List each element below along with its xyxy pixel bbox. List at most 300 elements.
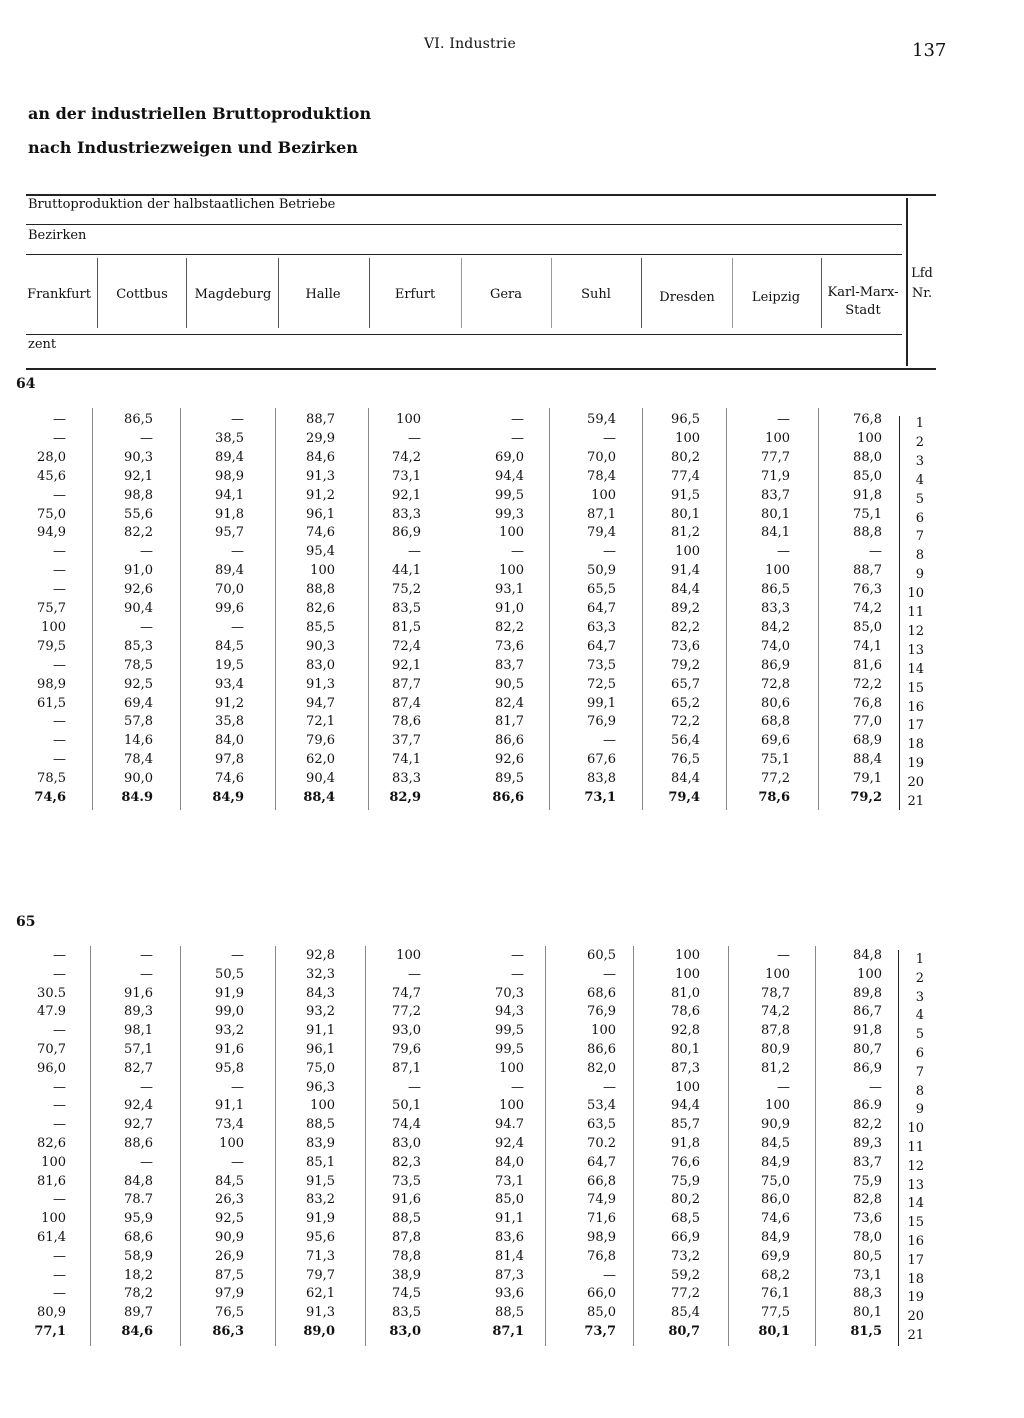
table-cell-gera: 88,5 [495, 1305, 524, 1321]
bezirke-rule [26, 254, 902, 255]
table-cell-karl-marx-stadt: — [869, 544, 882, 560]
table-cell-dresden: 81,0 [671, 985, 700, 1001]
row-number: 10 [907, 586, 924, 602]
table-cell-gera: 86,6 [492, 790, 524, 805]
table-cell-magdeburg: 97,9 [215, 1286, 244, 1302]
table-cell-suhl: 100 [591, 1023, 616, 1039]
table-cell-leipzig: 84,9 [761, 1230, 790, 1245]
table-cell-frankfurt: 77,1 [34, 1324, 66, 1339]
table-cell-cottbus: 78,5 [124, 657, 153, 673]
table-cell-cottbus: — [140, 619, 153, 635]
table-cell-gera: 91,0 [495, 601, 524, 616]
table-cell-frankfurt: — [53, 582, 66, 598]
table-cell-magdeburg: 89,4 [215, 563, 244, 579]
table-cell-dresden: 80,7 [668, 1324, 700, 1339]
table-cell-suhl: 70.2 [587, 1136, 616, 1151]
table-cell-halle: 85,1 [306, 1154, 335, 1170]
table-cell-karl-marx-stadt: 80,1 [853, 1305, 882, 1321]
table-cell-leipzig: 68,8 [761, 714, 790, 730]
row-number: 7 [915, 529, 924, 545]
column-header-lfd-nr: Lfd Nr. [911, 266, 933, 301]
table-cell-gera: 100 [499, 1098, 524, 1114]
col-divider [551, 258, 552, 328]
lfd-column-divider [898, 950, 899, 1346]
table-cell-halle: 91,3 [306, 468, 335, 484]
column-divider [90, 946, 91, 1346]
table-cell-suhl: 66,8 [587, 1173, 616, 1189]
table-cell-suhl: 78,4 [587, 468, 616, 484]
table-cell-dresden: 75,9 [671, 1173, 700, 1189]
table-cell-leipzig: 74,0 [761, 638, 790, 654]
table-cell-frankfurt: 100 [41, 619, 66, 635]
table-cell-halle: 79,7 [306, 1267, 335, 1283]
table-cell-gera: 94,4 [495, 468, 524, 484]
table-cell-leipzig: 100 [765, 563, 790, 579]
table-cell-gera: — [511, 948, 524, 963]
table-cell-gera: 92,4 [495, 1136, 524, 1151]
table-cell-cottbus: 84.9 [121, 790, 153, 805]
col-divider [732, 258, 733, 328]
table-cell-dresden: 89,2 [671, 601, 700, 616]
table-cell-karl-marx-stadt: 74,2 [853, 601, 882, 616]
row-number: 19 [907, 756, 924, 772]
table-cell-leipzig: 81,2 [761, 1060, 790, 1076]
table-cell-gera: 69,0 [495, 449, 524, 465]
table-cell-magdeburg: 35,8 [215, 714, 244, 730]
table-cell-halle: 100 [310, 563, 335, 579]
table-cell-cottbus: — [140, 948, 153, 963]
table-cell-cottbus: 18,2 [124, 1267, 153, 1283]
table-cell-cottbus: 78,2 [124, 1286, 153, 1302]
table-cell-leipzig: 69,6 [761, 733, 790, 749]
table-cell-karl-marx-stadt: 79,1 [853, 771, 882, 787]
table-cell-cottbus: 86,5 [124, 412, 153, 427]
table-cell-dresden: 56,4 [671, 733, 700, 749]
table-cell-cottbus: 95,9 [124, 1211, 153, 1227]
table-cell-magdeburg: — [231, 412, 244, 427]
table-cell-gera: 83,7 [495, 657, 524, 673]
table-cell-frankfurt: 75,7 [37, 601, 66, 616]
row-number: 14 [907, 661, 924, 677]
table-cell-karl-marx-stadt: 80,5 [853, 1248, 882, 1264]
table-cell-gera: — [511, 430, 524, 446]
table-cell-magdeburg: 50,5 [215, 966, 244, 982]
table-cell-cottbus: 90,3 [124, 449, 153, 465]
table-cell-cottbus: 58,9 [124, 1248, 153, 1264]
table-cell-karl-marx-stadt: 86,9 [853, 1060, 882, 1076]
page-number: 137 [912, 40, 947, 61]
table-cell-erfurt: 74,5 [392, 1286, 421, 1302]
table-cell-cottbus: 82,7 [124, 1060, 153, 1076]
table-cell-dresden: 100 [675, 966, 700, 982]
table-cell-halle: 93,2 [306, 1004, 335, 1020]
column-divider [633, 946, 634, 1346]
table-cell-halle: 83,0 [306, 657, 335, 673]
table-cell-leipzig: 84,2 [761, 619, 790, 635]
table-cell-suhl: 73,1 [584, 790, 616, 805]
table-cell-karl-marx-stadt: 81,6 [853, 657, 882, 673]
table-cell-erfurt: — [408, 430, 421, 446]
table-cell-gera: 89,5 [495, 771, 524, 787]
table-cell-leipzig: — [777, 544, 790, 560]
table-cell-cottbus: — [140, 430, 153, 446]
table-cell-leipzig: 68,2 [761, 1267, 790, 1283]
table-cell-karl-marx-stadt: 73,1 [853, 1267, 882, 1283]
table-cell-suhl: 98,9 [587, 1230, 616, 1245]
table-cell-dresden: 72,2 [671, 714, 700, 730]
row-number: 18 [907, 1271, 924, 1287]
table-cell-cottbus: 57,8 [124, 714, 153, 730]
table-cell-karl-marx-stadt: 74,1 [853, 638, 882, 654]
table-cell-erfurt: 87,1 [392, 1060, 421, 1076]
table-cell-karl-marx-stadt: 68,9 [853, 733, 882, 749]
table-cell-leipzig: 83,3 [761, 601, 790, 616]
table-cell-halle: 92,8 [306, 948, 335, 963]
running-title: VI. Industrie [424, 36, 516, 52]
table-cell-karl-marx-stadt: 78,0 [853, 1230, 882, 1245]
table-cell-frankfurt: — [53, 1192, 66, 1208]
table-cell-cottbus: 14,6 [124, 733, 153, 749]
row-number: 8 [915, 548, 924, 564]
heading-line-2: nach Industriezweigen und Bezirken [28, 138, 358, 157]
table-cell-suhl: 72,5 [587, 676, 616, 692]
table-cell-leipzig: 80,6 [761, 695, 790, 711]
table-cell-suhl: 66,0 [587, 1286, 616, 1302]
table-cell-halle: 84,3 [306, 985, 335, 1001]
column-header-erfurt: Erfurt [394, 287, 436, 302]
table-cell-magdeburg: 89,4 [215, 449, 244, 465]
table-cell-dresden: 76,6 [671, 1154, 700, 1170]
table-cell-halle: 91,9 [306, 1211, 335, 1227]
table-cell-erfurt: 74,7 [392, 985, 421, 1001]
table-cell-suhl: 63,3 [587, 619, 616, 635]
table-cell-halle: 88,8 [306, 582, 335, 598]
table-cell-karl-marx-stadt: 89,3 [853, 1136, 882, 1151]
table-cell-erfurt: 83,0 [392, 1136, 421, 1151]
table-cell-halle: 89,0 [303, 1324, 335, 1339]
table-cell-magdeburg: 93,4 [215, 676, 244, 692]
table-cell-magdeburg: 19,5 [215, 657, 244, 673]
table-cell-halle: 83,9 [306, 1136, 335, 1151]
table-cell-suhl: 64,7 [587, 638, 616, 654]
table-cell-erfurt: 87,4 [392, 695, 421, 711]
table-cell-erfurt: 91,6 [392, 1192, 421, 1208]
row-number: 18 [907, 737, 924, 753]
table-cell-gera: 99,3 [495, 506, 524, 522]
table-cell-erfurt: — [408, 966, 421, 982]
table-cell-karl-marx-stadt: 88,4 [853, 752, 882, 768]
table-cell-cottbus: — [140, 1079, 153, 1095]
col-divider [97, 258, 98, 328]
table-cell-leipzig: 80,9 [761, 1042, 790, 1057]
table-cell-gera: 81,7 [495, 714, 524, 730]
table-cell-magdeburg: — [231, 948, 244, 963]
table-cell-suhl: 76,9 [587, 714, 616, 730]
table-cell-leipzig: 100 [765, 1098, 790, 1114]
table-cell-karl-marx-stadt: 81,5 [850, 1324, 882, 1339]
table-cell-gera: 73,6 [495, 638, 524, 654]
table-cell-dresden: 79,2 [671, 657, 700, 673]
row-number: 1 [915, 952, 924, 967]
col-divider [641, 258, 642, 328]
table-cell-suhl: 60,5 [587, 948, 616, 963]
column-divider [549, 408, 550, 810]
table-cell-erfurt: 37,7 [392, 733, 421, 749]
table-cell-erfurt: 75,2 [392, 582, 421, 598]
table-cell-magdeburg: 70,0 [215, 582, 244, 598]
table-cell-halle: 95,6 [306, 1230, 335, 1245]
table-cell-suhl: 70,0 [587, 449, 616, 465]
table-cell-cottbus: 98,1 [124, 1023, 153, 1039]
table-cell-cottbus: 98,8 [124, 487, 153, 503]
row-number: 20 [907, 775, 924, 791]
table-cell-frankfurt: — [53, 752, 66, 768]
table-cell-dresden: 100 [675, 544, 700, 560]
table-cell-halle: 71,3 [306, 1248, 335, 1264]
row-number: 17 [907, 718, 924, 734]
table-cell-magdeburg: 84,0 [215, 733, 244, 749]
table-cell-gera: 99,5 [495, 1042, 524, 1057]
table-cell-erfurt: 79,6 [392, 1042, 421, 1057]
row-number: 6 [915, 510, 924, 526]
table-top-rule [26, 194, 936, 196]
table-cell-erfurt: 82,9 [389, 790, 421, 805]
table-cell-cottbus: — [140, 1154, 153, 1170]
row-number: 16 [907, 1234, 924, 1249]
header-bottom-rule [26, 368, 936, 370]
table-cell-karl-marx-stadt: 85,0 [853, 468, 882, 484]
column-header-halle: Halle [305, 287, 341, 302]
table-cell-suhl: 64,7 [587, 1154, 616, 1170]
table-cell-gera: 86,6 [495, 733, 524, 749]
table-cell-dresden: 76,5 [671, 752, 700, 768]
table-cell-suhl: 59,4 [587, 412, 616, 427]
table-cell-erfurt: 83,0 [389, 1324, 421, 1339]
table-cell-suhl: 50,9 [587, 563, 616, 579]
table-cell-dresden: 94,4 [671, 1098, 700, 1114]
table-cell-suhl: 53,4 [587, 1098, 616, 1114]
table-cell-cottbus: 78.7 [124, 1192, 153, 1208]
table-cell-frankfurt: 75,0 [37, 506, 66, 522]
table-cell-suhl: 76,9 [587, 1004, 616, 1020]
table-cell-frankfurt: — [53, 430, 66, 446]
table-cell-magdeburg: 91,1 [215, 1098, 244, 1114]
table-cell-magdeburg: 91,8 [215, 506, 244, 522]
table-cell-erfurt: 74,2 [392, 449, 421, 465]
table-cell-cottbus: 69,4 [124, 695, 153, 711]
table-cell-magdeburg: 26,3 [215, 1192, 244, 1208]
table-cell-leipzig: 72,8 [761, 676, 790, 692]
table-cell-frankfurt: 82,6 [37, 1136, 66, 1151]
table-cell-leipzig: 74,2 [761, 1004, 790, 1020]
table-cell-dresden: 77,2 [671, 1286, 700, 1302]
row-number: 4 [915, 1008, 924, 1024]
table-cell-gera: 99,5 [495, 1023, 524, 1039]
row-number: 15 [907, 680, 924, 696]
table-cell-halle: 83,2 [306, 1192, 335, 1208]
table-cell-erfurt: 83,3 [392, 506, 421, 522]
table-cell-erfurt: 82,3 [392, 1154, 421, 1170]
table-cell-magdeburg: 26,9 [215, 1248, 244, 1264]
table-cell-leipzig: 71,9 [761, 468, 790, 484]
column-divider [728, 946, 729, 1346]
table-caption: Bruttoproduktion der halbstaatlichen Betriebe [28, 197, 336, 212]
table-cell-frankfurt: 100 [41, 1211, 66, 1227]
table-cell-frankfurt: — [53, 1023, 66, 1039]
table-cell-dresden: 77,4 [671, 468, 700, 484]
table-cell-gera: — [511, 412, 524, 427]
table-cell-dresden: 84,4 [671, 771, 700, 787]
row-number: 17 [907, 1252, 924, 1268]
table-cell-magdeburg: — [231, 1079, 244, 1095]
row-number: 3 [915, 989, 924, 1005]
table-cell-cottbus: — [140, 966, 153, 982]
table-cell-erfurt: — [408, 544, 421, 560]
table-cell-cottbus: 92,4 [124, 1098, 153, 1114]
table-cell-halle: 88,4 [303, 790, 335, 805]
column-header-gera: Gera [489, 287, 523, 302]
table-cell-dresden: 59,2 [671, 1267, 700, 1283]
table-cell-gera: 81,4 [495, 1248, 524, 1264]
table-cell-gera: — [511, 544, 524, 560]
table-cell-leipzig: 75,1 [761, 752, 790, 768]
table-cell-frankfurt: — [53, 1098, 66, 1114]
table-cell-magdeburg: — [231, 619, 244, 635]
table-cell-karl-marx-stadt: 85,0 [853, 619, 882, 635]
row-number: 6 [915, 1046, 924, 1061]
row-number: 11 [907, 605, 924, 620]
table-cell-halle: 91,1 [306, 1023, 335, 1039]
table-cell-gera: 100 [499, 525, 524, 541]
table-cell-halle: 100 [310, 1098, 335, 1114]
table-cell-suhl: 71,6 [587, 1211, 616, 1227]
row-number: 19 [907, 1290, 924, 1306]
table-cell-frankfurt: 79,5 [37, 638, 66, 654]
table-cell-cottbus: 89,3 [124, 1004, 153, 1020]
table-cell-frankfurt: 45,6 [37, 468, 66, 484]
table-cell-dresden: 92,8 [671, 1023, 700, 1039]
table-cell-karl-marx-stadt: 89,8 [853, 985, 882, 1001]
unit-fragment: zent [28, 337, 57, 352]
table-cell-suhl: — [603, 544, 616, 560]
col-divider [186, 258, 187, 328]
table-cell-karl-marx-stadt: 76,8 [853, 695, 882, 711]
table-cell-karl-marx-stadt: 83,7 [853, 1154, 882, 1170]
row-number: 20 [907, 1309, 924, 1325]
table-cell-cottbus: 92,5 [124, 676, 153, 692]
table-cell-suhl: 83,8 [587, 771, 616, 787]
table-cell-dresden: 73,6 [671, 638, 700, 654]
column-divider [180, 946, 181, 1346]
table-cell-halle: 91,3 [306, 1305, 335, 1321]
table-cell-suhl: 63,5 [587, 1117, 616, 1133]
column-header-cottbus: Cottbus [116, 287, 168, 302]
table-cell-leipzig: 100 [765, 966, 790, 982]
table-cell-magdeburg: 100 [219, 1136, 244, 1151]
table-cell-halle: 85,5 [306, 619, 335, 635]
table-cell-suhl: 100 [591, 487, 616, 503]
table-cell-cottbus: 89,7 [124, 1305, 153, 1321]
table-cell-erfurt: 87,7 [392, 676, 421, 692]
table-cell-erfurt: 83,5 [392, 601, 421, 616]
table-cell-leipzig: — [777, 948, 790, 963]
table-cell-frankfurt: — [53, 966, 66, 982]
table-cell-suhl: 74,9 [587, 1192, 616, 1208]
table-cell-halle: 96,1 [306, 506, 335, 522]
table-cell-cottbus: 92,7 [124, 1117, 153, 1133]
row-number: 7 [915, 1064, 924, 1080]
table-cell-frankfurt: 78,5 [37, 771, 66, 787]
table-cell-frankfurt: — [53, 1117, 66, 1133]
column-header-karl-marx-stadt: Karl-Marx-Stadt [827, 285, 899, 318]
table-cell-dresden: 80,2 [671, 1192, 700, 1208]
column-header-frankfurt: Frankfurt [27, 287, 91, 302]
table-cell-magdeburg: 74,6 [215, 771, 244, 787]
table-cell-dresden: 91,4 [671, 563, 700, 579]
table-cell-dresden: 91,8 [671, 1136, 700, 1151]
table-cell-leipzig: 100 [765, 430, 790, 446]
table-cell-dresden: 73,2 [671, 1248, 700, 1264]
table-cell-gera: 93,1 [495, 582, 524, 598]
table-cell-cottbus: 88,6 [124, 1136, 153, 1151]
table-cell-frankfurt: 61,4 [37, 1230, 66, 1245]
column-header-dresden: Dresden [659, 290, 715, 305]
table-cell-karl-marx-stadt: 75,9 [853, 1173, 882, 1189]
col-divider [278, 258, 279, 328]
row-number: 5 [915, 1027, 924, 1043]
table-cell-frankfurt: 70,7 [37, 1042, 66, 1057]
table-cell-magdeburg: 99,0 [215, 1004, 244, 1020]
table-cell-magdeburg: 87,5 [215, 1267, 244, 1283]
table-cell-leipzig: 77,5 [761, 1305, 790, 1321]
table-cell-erfurt: 100 [396, 412, 421, 427]
table-cell-erfurt: 83,5 [392, 1305, 421, 1321]
table-cell-karl-marx-stadt: 86,7 [853, 1004, 882, 1020]
table-cell-leipzig: 84,5 [761, 1136, 790, 1151]
column-divider [815, 946, 816, 1346]
table-cell-magdeburg: 91,9 [215, 985, 244, 1001]
table-cell-suhl: 73,5 [587, 657, 616, 673]
table-cell-frankfurt: 81,6 [37, 1173, 66, 1189]
table-cell-leipzig: 74,6 [761, 1211, 790, 1227]
table-cell-erfurt: 72,4 [392, 638, 421, 654]
table-cell-karl-marx-stadt: 91,8 [853, 487, 882, 503]
row-number: 14 [907, 1196, 924, 1212]
table-cell-gera: 94.7 [495, 1117, 524, 1133]
row-number: 16 [907, 699, 924, 715]
table-cell-halle: 29,9 [306, 430, 335, 446]
table-cell-suhl: — [603, 1267, 616, 1283]
table-sub-caption: Bezirken [28, 228, 87, 243]
table-cell-halle: 74,6 [306, 525, 335, 541]
table-cell-karl-marx-stadt: 84,8 [853, 948, 882, 963]
table-cell-gera: 94,3 [495, 1004, 524, 1020]
table-cell-dresden: 80,1 [671, 1042, 700, 1057]
table-cell-magdeburg: 94,1 [215, 487, 244, 503]
table-cell-halle: 88,5 [306, 1117, 335, 1133]
table-cell-magdeburg: 93,2 [215, 1023, 244, 1039]
table-cell-karl-marx-stadt: 100 [857, 430, 882, 446]
table-cell-dresden: 96,5 [671, 412, 700, 427]
table-cell-leipzig: 76,1 [761, 1286, 790, 1302]
table-cell-halle: 62,1 [306, 1286, 335, 1302]
table-cell-erfurt: 100 [396, 948, 421, 963]
table-cell-gera: 84,0 [495, 1154, 524, 1170]
column-header-magdeburg: Magdeburg [194, 287, 272, 302]
table-cell-halle: 32,3 [306, 966, 335, 982]
table-cell-frankfurt: 28,0 [37, 449, 66, 465]
table-cell-cottbus: 91,6 [124, 985, 153, 1001]
